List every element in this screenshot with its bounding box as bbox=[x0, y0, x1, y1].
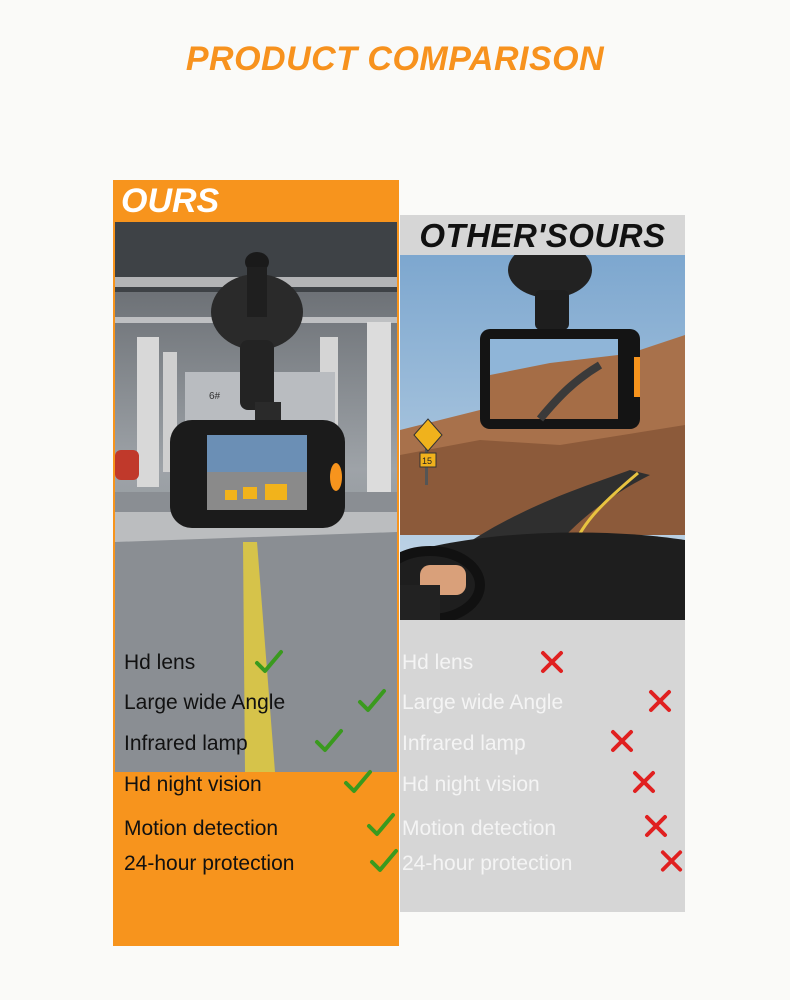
cross-icon bbox=[642, 812, 670, 840]
cross-icon bbox=[658, 847, 685, 875]
ours-feature: Hd night vision bbox=[124, 773, 262, 796]
check-icon bbox=[366, 811, 396, 839]
check-icon bbox=[343, 768, 373, 796]
page-title: PRODUCT COMPARISON bbox=[185, 40, 605, 78]
others-feature: Motion detection bbox=[402, 817, 557, 840]
ours-feature: Motion detection bbox=[124, 817, 279, 840]
cross-icon bbox=[608, 727, 636, 755]
others-feature: Hd night vision bbox=[402, 773, 540, 796]
cross-icon bbox=[646, 687, 674, 715]
others-column bbox=[400, 215, 685, 912]
check-icon bbox=[357, 687, 387, 715]
ours-feature: Large wide Angle bbox=[124, 691, 286, 714]
cross-icon bbox=[538, 648, 566, 676]
ours-column bbox=[113, 180, 399, 946]
ours-feature: 24-hour protection bbox=[124, 852, 295, 875]
ours-dashcam-photo bbox=[115, 222, 397, 772]
others-feature: Large wide Angle bbox=[402, 691, 564, 714]
ours-feature: Hd lens bbox=[124, 651, 196, 674]
others-feature: Hd lens bbox=[402, 651, 474, 674]
check-icon bbox=[314, 727, 344, 755]
parking-sign-label: 6# bbox=[209, 391, 221, 402]
check-icon bbox=[369, 847, 399, 875]
ours-feature: Infrared lamp bbox=[124, 732, 248, 755]
cross-icon bbox=[630, 768, 658, 796]
road-sign-label: 15 bbox=[422, 456, 433, 466]
others-feature: 24-hour protection bbox=[402, 852, 573, 875]
ours-heading: OURS bbox=[121, 182, 220, 220]
check-icon bbox=[254, 648, 284, 676]
others-heading: OTHER'SOURS bbox=[419, 217, 666, 254]
others-feature: Infrared lamp bbox=[402, 732, 526, 755]
others-dashcam-photo bbox=[400, 255, 685, 620]
